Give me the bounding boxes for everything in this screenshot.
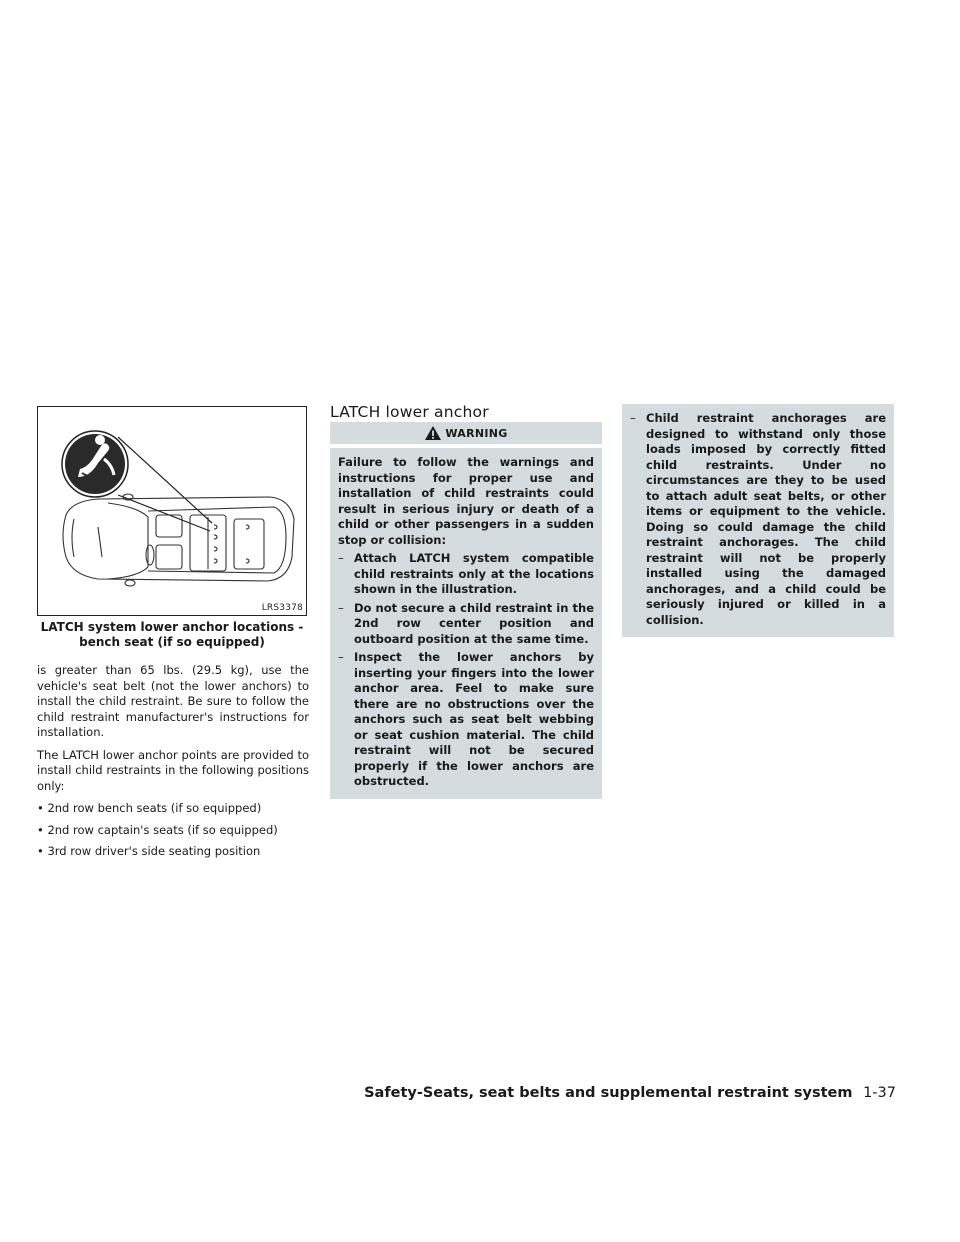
warning-item-text: Do not secure a child restraint in the 2nd row center position and outboard position at the same time.: [354, 600, 594, 646]
bullet-list: [37, 801, 309, 860]
anchor-location-markers: [214, 525, 249, 563]
warning-item: [338, 551, 594, 598]
list-item: • 3rd row driver's side seating position: [37, 844, 309, 860]
body-text: [37, 663, 309, 866]
vehicle-outline: [63, 494, 294, 586]
warning-triangle-icon: [424, 425, 442, 441]
warning-item-text: Attach LATCH system compatible child restraints only at the locations shown in the illustration.: [354, 551, 594, 596]
dash: –: [338, 600, 344, 615]
warning-item: [338, 601, 594, 648]
warning-item: [630, 411, 886, 628]
vehicle-top-view-diagram: [38, 407, 306, 615]
dash: –: [338, 650, 344, 664]
paragraph: is greater than 65 lbs. (29.5 kg), use the vehicle's seat belt (not the lower anchors) to install the child restraint. Be sure to follow the child restraint manufacturer's instructions for installation.: [37, 663, 309, 739]
list-item: • 2nd row bench seats (if so equipped): [37, 801, 309, 817]
figure-code: LRS3378: [261, 603, 303, 613]
dash: –: [630, 411, 636, 425]
warning-body-continued: [622, 404, 894, 637]
figure-caption: LATCH system lower anchor locations - bench seat (if so equipped): [40, 620, 304, 649]
warning-item: [338, 650, 594, 790]
warning-label: WARNING: [445, 426, 508, 440]
paragraph: The LATCH lower anchor points are provided to install child restraints in the following positions only:: [37, 747, 309, 793]
warning-item-text: Child restraint anchorages are designed to withstand only those loads imposed by correctly fitted child restraints. Under no circumstances are they to be used to attach adult seat belts, or other items or equipment to the vehicle. Doing so could damage the child restraint anchorages. The child restraint will not be properly installed using the damaged anchorages, and a child could be seriously injured or killed in a collision.: [646, 411, 886, 627]
footer-section-title: Safety-Seats, seat belts and supplemental restraint system: [364, 1085, 853, 1101]
vehicle-illustration: [37, 406, 307, 616]
list-item: • 2nd row captain's seats (if so equipped): [37, 823, 309, 839]
page-number: 1-37: [863, 1085, 896, 1101]
section-title: LATCH lower anchor: [330, 403, 489, 421]
warning-item-text: Inspect the lower anchors by inserting your fingers into the lower anchor area. Feel to make sure there are no obstructions over the anchors such as seat belt webbing or seat cushion material. The child restraint will not be secured properly if the lower anchors are obstructed.: [354, 650, 594, 788]
child-seat-anchor-icon: [62, 431, 128, 497]
page-footer: [364, 1085, 896, 1101]
warning-header: [330, 422, 602, 444]
warning-body: [330, 448, 602, 799]
dash: –: [338, 551, 344, 565]
warning-intro: Failure to follow the warnings and instructions for proper use and installation of child restraints could result in serious injury or death of a child or other passengers in a sudden stop or collision:: [338, 455, 594, 547]
